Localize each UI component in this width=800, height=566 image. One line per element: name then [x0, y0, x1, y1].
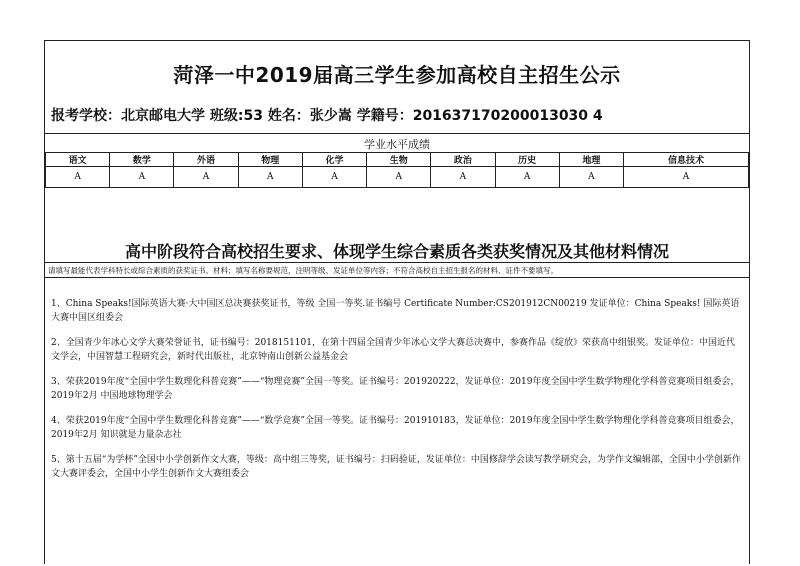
divider [45, 262, 749, 263]
grade-cell: A [46, 167, 110, 188]
grades-table [45, 152, 749, 188]
subject-header: 化学 [302, 153, 366, 167]
subject-header: 物理 [238, 153, 302, 167]
subject-header: 生物 [367, 153, 431, 167]
subject-header: 地理 [559, 153, 623, 167]
grades-value-row [46, 167, 749, 188]
award-entry: 4、荣获2019年度“全国中学生数理化科普竞赛”——“数学竞赛”全国一等奖。证书编号：201910183，发证单位：2019年度全国中学生数学物理化学科普竞赛项目组委会，2019年2月 知识就是力量杂志社 [51, 416, 740, 440]
grade-cell: A [238, 167, 302, 188]
subject-header: 语文 [46, 153, 110, 167]
student-info: 报考学校：北京邮电大学 班级:53 姓名：张少嵩 学籍号：201637170200013030 4 [51, 108, 603, 124]
grade-cell: A [174, 167, 238, 188]
grade-cell: A [110, 167, 174, 188]
awards-list [51, 297, 741, 492]
award-entry: 5、第十五届“为学杯”全国中小学创新作文大赛，等级：高中组三等奖，证书编号：扫码验证，发证单位：中国修辞学会读写教学研究会，为学作文编辑部，全国中小学创新作文大赛评委会，全国中小学生创新作文大赛组委会 [51, 455, 741, 479]
awards-section-title: 高中阶段符合高校招生要求、体现学生综合素质各类获奖情况及其他材料情况 [124, 242, 669, 261]
registration-form [44, 40, 750, 564]
subject-header: 政治 [431, 153, 495, 167]
grades-section-label: 学业水平成绩 [364, 138, 430, 151]
grade-cell: A [367, 167, 431, 188]
award-entry: 1、China Speaks!国际英语大赛·大中国区总决赛获奖证书，等级 全国一等奖.证书编号 Certificate Number:CS201912CN00219 发证单位：China Speaks! 国际英语大赛中国区组委会 [51, 299, 740, 323]
subject-header: 外语 [174, 153, 238, 167]
page-title: 菏泽一中2019届高三学生参加高校自主招生公示 [173, 63, 621, 87]
divider [45, 277, 749, 278]
award-entry: 2、全国青少年冰心文学大赛荣誉证书，证书编号：2018151101，在第十四届全国青少年冰心文学大赛总决赛中，参赛作品《绽放》荣获高中组银奖。发证单位：中国近代文学会，中国智慧工程研究会，新时代出版社，北京钟南山创新公益基金会 [51, 338, 735, 362]
award-entry: 3、荣获2019年度“全国中学生数理化科普竞赛”——“物理竞赛”全国一等奖。证书编号：201920222，发证单位：2019年度全国中学生数学物理化学科普竞赛项目组委会，2019年2月 中国地球物理学会 [51, 377, 740, 401]
grade-cell: A [495, 167, 559, 188]
grade-cell: A [431, 167, 495, 188]
grade-cell: A [623, 167, 748, 188]
grade-cell: A [559, 167, 623, 188]
subject-header: 历史 [495, 153, 559, 167]
subject-header: 数学 [110, 153, 174, 167]
instruction-note: 请填写最能代表学科特长或综合素质的获奖证书、材料；填写名称要规范，注明等级、发证单位等内容；不符合高校自主招生报名的材料、证件不要填写。 [48, 266, 558, 275]
subject-header: 信息技术 [623, 153, 748, 167]
divider [45, 133, 749, 134]
grade-cell: A [302, 167, 366, 188]
grades-header-row [46, 153, 749, 167]
